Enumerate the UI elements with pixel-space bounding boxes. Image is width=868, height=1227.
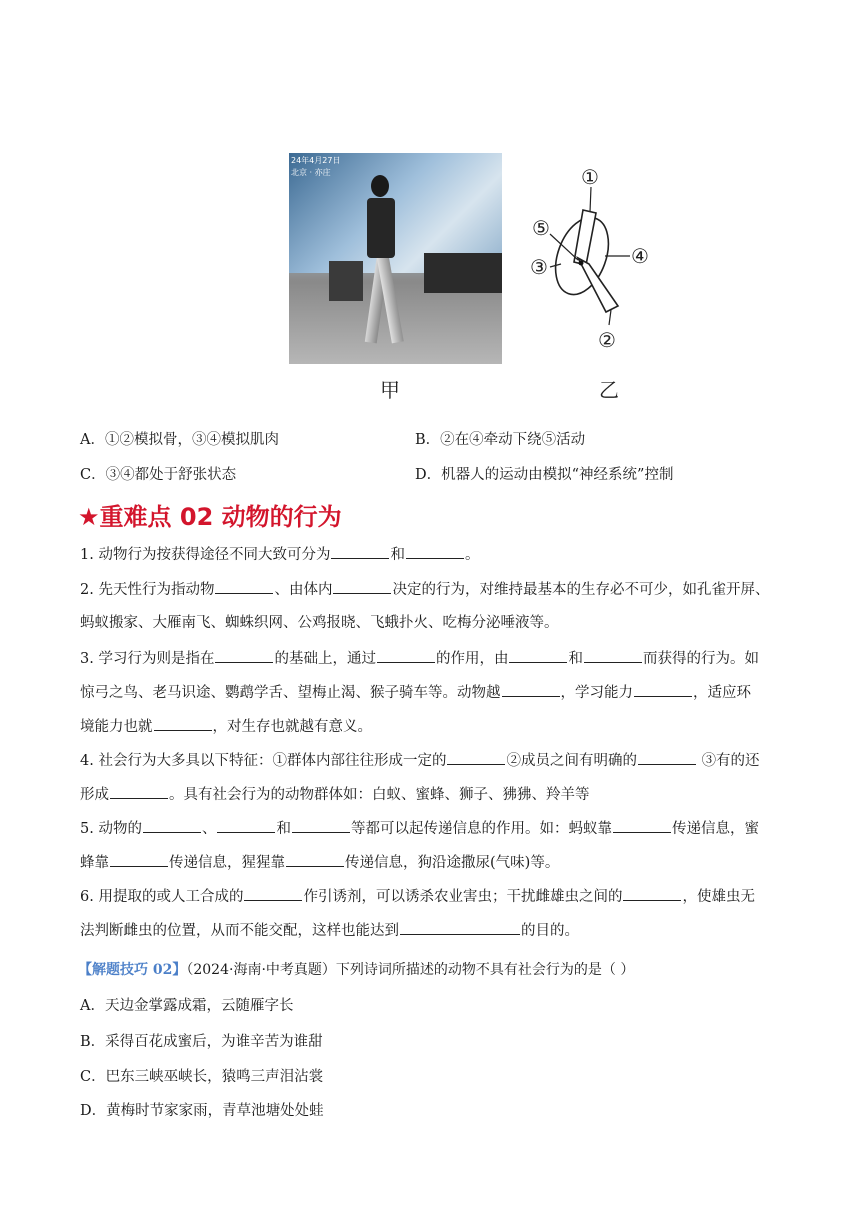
item-2-line-2: 蚂蚁搬家、大雁南飞、蜘蛛织网、公鸡报晓、飞蛾扑火、吃梅分泌唾液等。 xyxy=(80,615,559,631)
fill-blank[interactable] xyxy=(215,648,273,663)
item-1 xyxy=(80,544,479,565)
leader-line-1 xyxy=(590,187,591,212)
fill-blank[interactable] xyxy=(447,750,505,765)
item-6-line-1 xyxy=(80,886,755,907)
item-6-text: 6. 用提取的或人工合成的 xyxy=(80,889,244,905)
item-2-text: 、由体内 xyxy=(274,582,333,598)
item-4-text: 4. 社会行为大多具以下特征：①群体内部往往形成一定的 xyxy=(80,753,447,769)
item-5-text: 5. 动物的 xyxy=(80,821,142,837)
item-1-text: 1. 动物行为按获得途径不同大致可分为 xyxy=(80,547,331,563)
item-5-line-2 xyxy=(80,852,559,873)
option-b: B．②在④牵动下绕⑤活动 xyxy=(415,432,586,448)
item-3-text: 境能力也就 xyxy=(80,719,153,735)
item-5-text: 、 xyxy=(201,821,217,837)
diagram-label-3: ③ xyxy=(530,255,548,279)
item-3-line-1 xyxy=(80,648,759,669)
fill-blank[interactable] xyxy=(217,818,275,833)
diagram-label-2: ② xyxy=(598,328,616,352)
item-3-text: 的作用，由 xyxy=(435,651,509,667)
option-d: D．机器人的运动由模拟“神经系统”控制 xyxy=(415,467,674,483)
item-3-line-2 xyxy=(80,682,751,703)
fill-blank[interactable] xyxy=(244,886,302,901)
item-5-text: 传递信息，狗沿途撒尿(气味)等。 xyxy=(345,855,560,871)
photo-caption-date: 24年4月27日 xyxy=(291,156,341,165)
item-5-text: 和 xyxy=(276,821,291,837)
fill-blank[interactable] xyxy=(215,579,273,594)
item-1-text: 和 xyxy=(390,547,405,563)
figure-label-jia: 甲 xyxy=(380,378,400,402)
robot-body xyxy=(367,198,395,258)
item-5-text: 传递信息，蜜 xyxy=(671,821,759,837)
tip-option-c: C．巴东三峡巫峡长，猿鸣三声泪沾裳 xyxy=(80,1069,324,1085)
fill-blank[interactable] xyxy=(634,682,692,697)
item-5-text: 等都可以起传递信息的作用。如：蚂蚁靠 xyxy=(350,821,612,837)
fill-blank[interactable] xyxy=(286,852,344,867)
item-3-text: ，适应环 xyxy=(693,685,751,701)
item-6-text: 法判断雌虫的位置，从而不能交配，这样也能达到 xyxy=(80,923,399,939)
item-4-text: 。具有社会行为的动物群体如：白蚁、蜜蜂、狮子、狒狒、羚羊等 xyxy=(169,787,590,803)
fill-blank[interactable] xyxy=(143,818,201,833)
fill-blank[interactable] xyxy=(406,544,464,559)
tip-label: 【解题技巧 02】 xyxy=(78,962,187,978)
item-4-text: ③有的还 xyxy=(701,753,760,769)
section-heading: ★重难点 02 动物的行为 xyxy=(78,503,342,531)
item-5-line-1 xyxy=(80,818,759,839)
item-4-line-2 xyxy=(80,784,590,805)
fill-blank[interactable] xyxy=(623,886,681,901)
leader-line-2 xyxy=(609,310,611,325)
fill-blank[interactable] xyxy=(638,750,696,765)
item-3-line-3 xyxy=(80,716,372,737)
photo-caption xyxy=(291,155,340,179)
fill-blank[interactable] xyxy=(154,716,212,731)
diagram-label-1: ① xyxy=(581,165,599,189)
item-5-text: 蜂靠 xyxy=(80,855,109,871)
tip-question-text: （2024·海南·中考真题）下列诗词所描述的动物不具有社会行为的是（ ） xyxy=(186,962,635,978)
tip-option-a: A．天边金掌露成霜，云随雁字长 xyxy=(80,998,294,1014)
fill-blank[interactable] xyxy=(584,648,642,663)
robot-head xyxy=(371,175,389,197)
item-6-text: 作引诱剂，可以诱杀农业害虫；干扰雌雄虫之间的 xyxy=(303,889,623,905)
fill-blank[interactable] xyxy=(292,818,350,833)
item-2-text: 决定的行为，对维持最基本的生存必不可少，如孔雀开屏、 xyxy=(392,582,770,598)
item-5-text: 传递信息，猩猩靠 xyxy=(169,855,285,871)
option-a: A．①②模拟骨，③④模拟肌肉 xyxy=(80,432,279,448)
item-4-text: 形成 xyxy=(80,787,109,803)
fill-blank[interactable] xyxy=(613,818,671,833)
item-2-text: 2. 先天性行为指动物 xyxy=(80,582,215,598)
tip-option-d: D．黄梅时节家家雨，青草池塘处处蛙 xyxy=(80,1103,324,1119)
item-4-text: ②成员之间有明确的 xyxy=(506,753,637,769)
fill-blank[interactable] xyxy=(110,852,168,867)
fill-blank[interactable] xyxy=(331,544,389,559)
item-1-text: 。 xyxy=(464,547,480,563)
item-3-text: 而获得的行为。如 xyxy=(642,651,759,667)
fill-blank[interactable] xyxy=(502,682,560,697)
diagram-label-5: ⑤ xyxy=(532,216,550,240)
fill-blank[interactable] xyxy=(509,648,567,663)
item-3-text: 3. 学习行为则是指在 xyxy=(80,651,215,667)
diagram-label-4: ④ xyxy=(631,244,649,268)
item-3-text: 的基础上，通过 xyxy=(274,651,376,667)
joint-model-diagram xyxy=(520,160,660,355)
item-3-text: ，对生存也就越有意义。 xyxy=(212,719,372,735)
fill-blank[interactable] xyxy=(333,579,391,594)
pivot-dot xyxy=(579,261,584,266)
photo-caption-place: 北京 · 亦庄 xyxy=(291,168,331,177)
item-3-text: ，学习能力 xyxy=(560,685,633,701)
item-6-text: ，使雄虫无 xyxy=(682,889,755,905)
item-2-line-1 xyxy=(80,579,769,600)
fill-blank[interactable] xyxy=(377,648,435,663)
item-6-text: 的目的。 xyxy=(521,923,579,939)
option-c: C．③④都处于舒张状态 xyxy=(80,467,237,483)
lower-bone xyxy=(578,258,618,312)
tip-question xyxy=(78,960,634,980)
fill-blank[interactable] xyxy=(110,784,168,799)
robot-photo xyxy=(289,153,502,364)
item-4-line-1 xyxy=(80,750,760,771)
fill-blank[interactable] xyxy=(400,920,520,935)
photo-equipment xyxy=(424,253,502,293)
tip-option-b: B．采得百花成蜜后，为谁辛苦为谁甜 xyxy=(80,1034,323,1050)
item-6-line-2 xyxy=(80,920,579,941)
photo-speaker xyxy=(329,261,363,301)
item-3-text: 惊弓之鸟、老马识途、鹦鹉学舌、望梅止渴、猴子骑车等。动物越 xyxy=(80,685,501,701)
item-3-text: 和 xyxy=(568,651,583,667)
figure-label-yi: 乙 xyxy=(599,378,619,402)
